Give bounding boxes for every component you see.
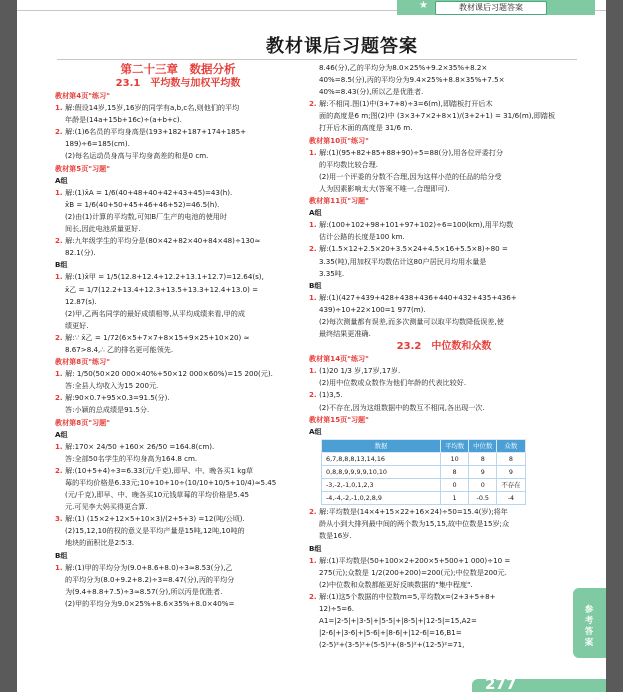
header-badge: 教材课后习题答案 xyxy=(435,1,547,15)
item-text: 解:(1) (15×2+12×5+10×3)/(2+5+3) =12(吨/公顷). xyxy=(65,514,245,524)
item-text: 解: 1/50(50×20 000×40%+50×12 000×60%)=15 200(元). xyxy=(65,369,273,379)
answer-line: 的平均分为(8.0+9.2+8.2)÷3=8.47(分),丙的平均分 xyxy=(65,574,235,584)
answer-line: 12)÷5=6. xyxy=(319,604,354,614)
right-lines-a xyxy=(309,62,579,340)
item-number: 1. xyxy=(309,555,320,565)
item-number: 2. xyxy=(309,507,320,517)
answer-line: 答:全县人均收入为15 200元. xyxy=(65,381,159,391)
item-number: 1. xyxy=(309,366,320,376)
answer-line: 275(元);众数是 1/2(200+200)=200(元);中位数是200元. xyxy=(319,567,507,577)
answer-item xyxy=(55,465,301,477)
answer-item xyxy=(309,98,579,110)
group-label: A组 xyxy=(55,429,68,439)
group-label: B组 xyxy=(309,280,322,290)
table-cell: 9 xyxy=(469,466,497,479)
answer-item xyxy=(309,292,579,304)
answer-line: 打开后木面的高度是 31/6 m. xyxy=(319,123,413,133)
answer-line: 间长,因此电池质量更好. xyxy=(65,224,141,234)
answer-line: (2)每次测量都有误差,而多次测量可以取平均数降低误差,使 xyxy=(319,316,504,326)
item-text: 解:九年级学生的平均分是(80×42+82×40+84×48)÷130≈ xyxy=(65,236,261,246)
answer-line: (元/千克),即早、中、晚各买10元钱草莓的平均价格是5.45 xyxy=(65,490,249,500)
item-number: 2. xyxy=(55,127,66,137)
item-text: 解:(10+5+4)÷3=6.33(元/千克),即早、中、晚各买1 kg草 xyxy=(65,465,253,475)
answer-line: (2)用一个评委的分数不合理,因为这样小范的任品的给分受 xyxy=(319,171,502,181)
answer-line: x̄乙 = 1/7(12.2+13.4+12.3+13.5+13.3+12.4+13.0) = xyxy=(65,284,259,294)
item-number: 1. xyxy=(55,187,66,197)
answer-item xyxy=(55,126,301,138)
table-row xyxy=(322,466,526,479)
item-number: 3. xyxy=(55,514,66,524)
answer-item xyxy=(55,332,301,344)
section-heading: 23.1 平均数与加权平均数 xyxy=(115,78,241,89)
answer-item xyxy=(55,271,301,283)
page-number: 277 xyxy=(485,675,517,692)
item-number: 1. xyxy=(55,441,66,451)
left-column xyxy=(55,62,301,610)
answer-line: 地块的面积比是2∶5∶3. xyxy=(65,538,135,548)
answer-line: 40%=8.5(分),丙的平均分为9.4×25%+8.8×35%+7.5× xyxy=(319,75,505,85)
item-text: (1)3,5. xyxy=(319,390,343,400)
item-number: 1. xyxy=(55,103,66,113)
table-cell: 0 xyxy=(469,479,497,492)
answer-line: 12.87(s). xyxy=(65,296,97,306)
answer-item xyxy=(55,187,301,199)
exercise-ref: 教材第14页"练习" xyxy=(309,354,369,364)
exercise-ref: 教材第15页"习题" xyxy=(309,414,369,424)
answer-line: 最终结果更准确. xyxy=(319,329,371,339)
table-cell: 0,8,8,9,9,9,9,10,10 xyxy=(322,466,441,479)
answer-item xyxy=(309,243,579,255)
table-header-cell: 众数 xyxy=(497,439,525,452)
table-row xyxy=(322,492,526,505)
exercise-ref: 教材第4页"练习" xyxy=(55,91,110,100)
answer-line: |2-6|+|3-6|+|5-6|+|8-6|+|12-6|=16,B1= xyxy=(319,628,462,638)
item-number: 1. xyxy=(55,272,66,282)
answer-line: 的平均数比较合理. xyxy=(319,159,379,169)
section-heading-2: 23.2 中位数和众数 xyxy=(396,341,492,353)
answer-item xyxy=(309,147,579,159)
answer-line: 估计公路的长度是100 km. xyxy=(319,232,405,242)
chapter-heading: 第二十三章 数据分析 xyxy=(120,62,236,76)
answer-line: (2-5)²+(3-5)²+(5-5)²+(8-5)²+(12-5)²=71, xyxy=(319,640,465,650)
answer-line: (2)用中位数或众数作为他们年龄的代表比较好. xyxy=(319,378,467,388)
answer-item xyxy=(309,365,579,377)
table-cell: 1 xyxy=(441,492,469,505)
item-text: 解:(100+102+98+101+97+102)÷6=100(km),用平均数 xyxy=(319,220,514,230)
answer-item xyxy=(55,441,301,453)
item-text: 解:(1)这5个数据的中位数m=5,平均数x=(2+3+5+8+ xyxy=(319,591,496,601)
answer-line: 8.67>8.4,∴ 乙的排名更可能领先. xyxy=(65,344,174,354)
group-label: B组 xyxy=(55,550,68,560)
stats-table xyxy=(321,439,526,505)
answer-line: A1=|2-5|+|3-5|+|5-5|+|8-5|+|12-5|=15,A2= xyxy=(319,616,477,626)
answer-item xyxy=(309,506,579,518)
table-header-cell: 中位数 xyxy=(469,439,497,452)
item-text: 解:(1)x̄A = 1/6(40+48+40+42+43+45)=43(h). xyxy=(65,187,233,197)
item-text: 解:(1.5×12+2.5×20+3.5×24+4.5×16+5.5×8)÷80 = xyxy=(319,244,508,254)
item-text: 解:90×0.7+95×0.3=91.5(分). xyxy=(65,393,170,403)
answer-line: x̄B = 1/6(40+50+45+46+46+52)=46.5(h). xyxy=(65,199,220,209)
answer-line: 40%=8.43(分),所以乙是优胜者. xyxy=(319,87,424,97)
answer-item xyxy=(55,562,301,574)
answer-line: 莓的平均价格是6.33元;10+10+10÷(10/10+10/5+10/4)≈5.45 xyxy=(65,478,277,487)
answer-line: 439)÷10+22×100=1 977(m). xyxy=(319,304,426,314)
answer-line: 人为因素影响太大(答案不唯一,合理即可). xyxy=(319,183,450,193)
table-header-cell: 平均数 xyxy=(441,439,469,452)
answer-line: (2)中位数和众数都能更好反映数据的"集中程度". xyxy=(319,579,473,589)
group-label: A组 xyxy=(309,426,322,436)
item-number: 2. xyxy=(55,236,66,246)
item-text: 解:(1)x̄甲 = 1/5(12.8+12.4+12.2+13.1+12.7)=12.64(s), xyxy=(65,272,264,282)
group-label: A组 xyxy=(309,208,322,218)
answer-item xyxy=(309,389,579,401)
table-cell: -4,-4,-2,-1,0,2,8,9 xyxy=(322,492,441,505)
table-cell: 6,7,8,8,8,13,14,16 xyxy=(322,452,441,465)
answer-line: 面的高度是6 m;图(2)中 (3×3+7×2+8×1)/(3+2+1) = 31/6(m),即踏板 xyxy=(319,111,556,121)
title-rule xyxy=(57,59,577,60)
item-number: 2. xyxy=(309,390,320,400)
item-number: 2. xyxy=(55,332,66,342)
item-text: 解:170× 24/50 +160× 26/50 =164.8(cm). xyxy=(65,441,215,451)
table-row xyxy=(322,479,526,492)
answer-item xyxy=(309,219,579,231)
right-column xyxy=(309,62,579,651)
item-number: 1. xyxy=(309,292,320,302)
item-number: 2. xyxy=(309,244,320,254)
table-cell: 不存在 xyxy=(497,479,525,492)
item-number: 1. xyxy=(55,562,66,572)
table-cell: 0 xyxy=(441,479,469,492)
item-text: 解:∵ x̄乙 = 1/72(6×5+7×7+8×15+9×25+10×20) ≈ xyxy=(65,332,250,342)
group-label: B组 xyxy=(309,543,322,553)
item-text: (1)20 1/3 岁,17岁,17岁. xyxy=(319,366,401,376)
table-cell: 8 xyxy=(469,452,497,465)
table-cell: 9 xyxy=(497,466,525,479)
answer-item xyxy=(55,235,301,247)
answer-item xyxy=(309,591,579,603)
item-number: 2. xyxy=(309,99,320,109)
answer-line: 为(9.4+8.8+7.5)÷3≈8.57(分),所以丙是优胜者. xyxy=(65,586,223,596)
item-number: 1. xyxy=(309,147,320,157)
answer-item xyxy=(55,368,301,380)
table-cell: 8 xyxy=(497,452,525,465)
answer-line: 3.35(吨),用加权平均数估计这80户居民月均用水量是 xyxy=(319,256,487,266)
item-text: 解:(1)甲的平均分为(9.0+8.6+8.0)÷3≈8.53(分),乙 xyxy=(65,562,233,572)
answer-item xyxy=(309,555,579,567)
item-number: 2. xyxy=(309,591,320,601)
side-tab-label: 参考答案 xyxy=(584,605,594,648)
table-cell: 10 xyxy=(441,452,469,465)
item-text: 解:假设14岁,15岁,16岁的同学有a,b,c名,则他们的平均 xyxy=(65,103,240,113)
item-text: 解:(1)(95+82+85+88+90)÷5=88(分),用各位评委打分 xyxy=(319,147,504,157)
page-title: 教材课后习题答案 xyxy=(266,36,418,57)
answer-item xyxy=(55,513,301,525)
answer-line: (2)由(1)计算的平均数,可知B厂生产的电池的使用时 xyxy=(65,211,227,221)
exercise-ref: 教材第8页"练习" xyxy=(55,357,110,367)
document-page xyxy=(17,0,606,692)
table-row xyxy=(322,452,526,465)
item-text: 解:(1)6名员的平均身高是(193+182+187+174+185+ xyxy=(65,127,247,137)
answer-line: (2)每名运动员身高与平均身高差的和是0 cm. xyxy=(65,151,209,161)
item-text: 解:(1)(427+439+428+438+436+440+432+435+436+ xyxy=(319,292,517,302)
answer-line: 龄从小到大排列最中间的两个数为15,15,故中位数是15岁;众 xyxy=(319,519,510,529)
item-number: 1. xyxy=(309,220,320,230)
table-header-cell: 数据 xyxy=(322,439,441,452)
answer-line: 答:小颖的总成绩是91.5分. xyxy=(65,405,150,415)
group-label: A组 xyxy=(55,175,68,185)
table-body xyxy=(322,452,526,504)
answer-line: 数是16岁. xyxy=(319,531,352,541)
exercise-ref: 教材第5页"习题" xyxy=(55,163,110,173)
right-lines-b xyxy=(309,353,579,438)
viewer-right-margin xyxy=(606,0,623,692)
answer-line: 答:全部50名学生的平均身高为164.8 cm. xyxy=(65,453,198,463)
exercise-ref: 教材第8页"习题" xyxy=(55,417,110,427)
group-label: B组 xyxy=(55,260,68,270)
answer-line: 元.可见李大妈买得更合算. xyxy=(65,502,148,512)
answer-line: 189)÷6=185(cm). xyxy=(65,139,130,149)
exercise-ref: 教材第11页"习题" xyxy=(309,196,369,206)
left-lines xyxy=(55,90,301,610)
table-cell: -0.5 xyxy=(469,492,497,505)
table-header-row xyxy=(322,439,526,452)
table-cell: -4 xyxy=(497,492,525,505)
answer-line: (2)不存在,因为这组数据中的数互不相同,各出现一次. xyxy=(319,402,485,412)
answer-line: 绩更好. xyxy=(65,320,89,330)
answer-line: (2)15,12,10的权的意义是平均产量是15吨,12吨,10吨的 xyxy=(65,526,245,536)
table-cell: -3,-2,-1,0,1,2,3 xyxy=(322,479,441,492)
exercise-ref: 教材第10页"练习" xyxy=(309,135,369,145)
right-lines-c xyxy=(309,506,579,651)
item-number: 2. xyxy=(55,465,66,475)
item-text: 解:不相同.图(1)中(3+7+8)÷3=6(m),即踏板打开后木 xyxy=(319,99,493,109)
answer-line: (2)甲,乙两名同学的最好成绩相等,从平均成绩来看,甲的成 xyxy=(65,308,245,318)
answer-line: 82.1(分). xyxy=(65,248,96,258)
item-text: 解:平均数是(14×4+15×22+16×24)÷50=15.4(岁);将年 xyxy=(319,507,508,517)
answer-line: 年龄是(14a+15b+16c)÷(a+b+c). xyxy=(65,115,182,125)
item-number: 2. xyxy=(55,393,66,403)
answer-line: 8.46(分),乙的平均分为8.0×25%+9.2×35%+8.2× xyxy=(319,63,488,72)
star-icon: ★ xyxy=(419,0,428,11)
item-number: 1. xyxy=(55,369,66,379)
answer-item xyxy=(55,392,301,404)
answer-line: (2)甲的平均分为9.0×25%+8.6×35%+8.0×40%= xyxy=(65,598,235,608)
viewer-left-margin xyxy=(0,0,17,692)
answer-line: 3.35吨. xyxy=(319,268,345,278)
answer-item xyxy=(55,102,301,114)
item-text: 解:(1)平均数是(50+100×2+200×5+500+1 000)÷10 = xyxy=(319,555,511,565)
table-cell: 8 xyxy=(441,466,469,479)
